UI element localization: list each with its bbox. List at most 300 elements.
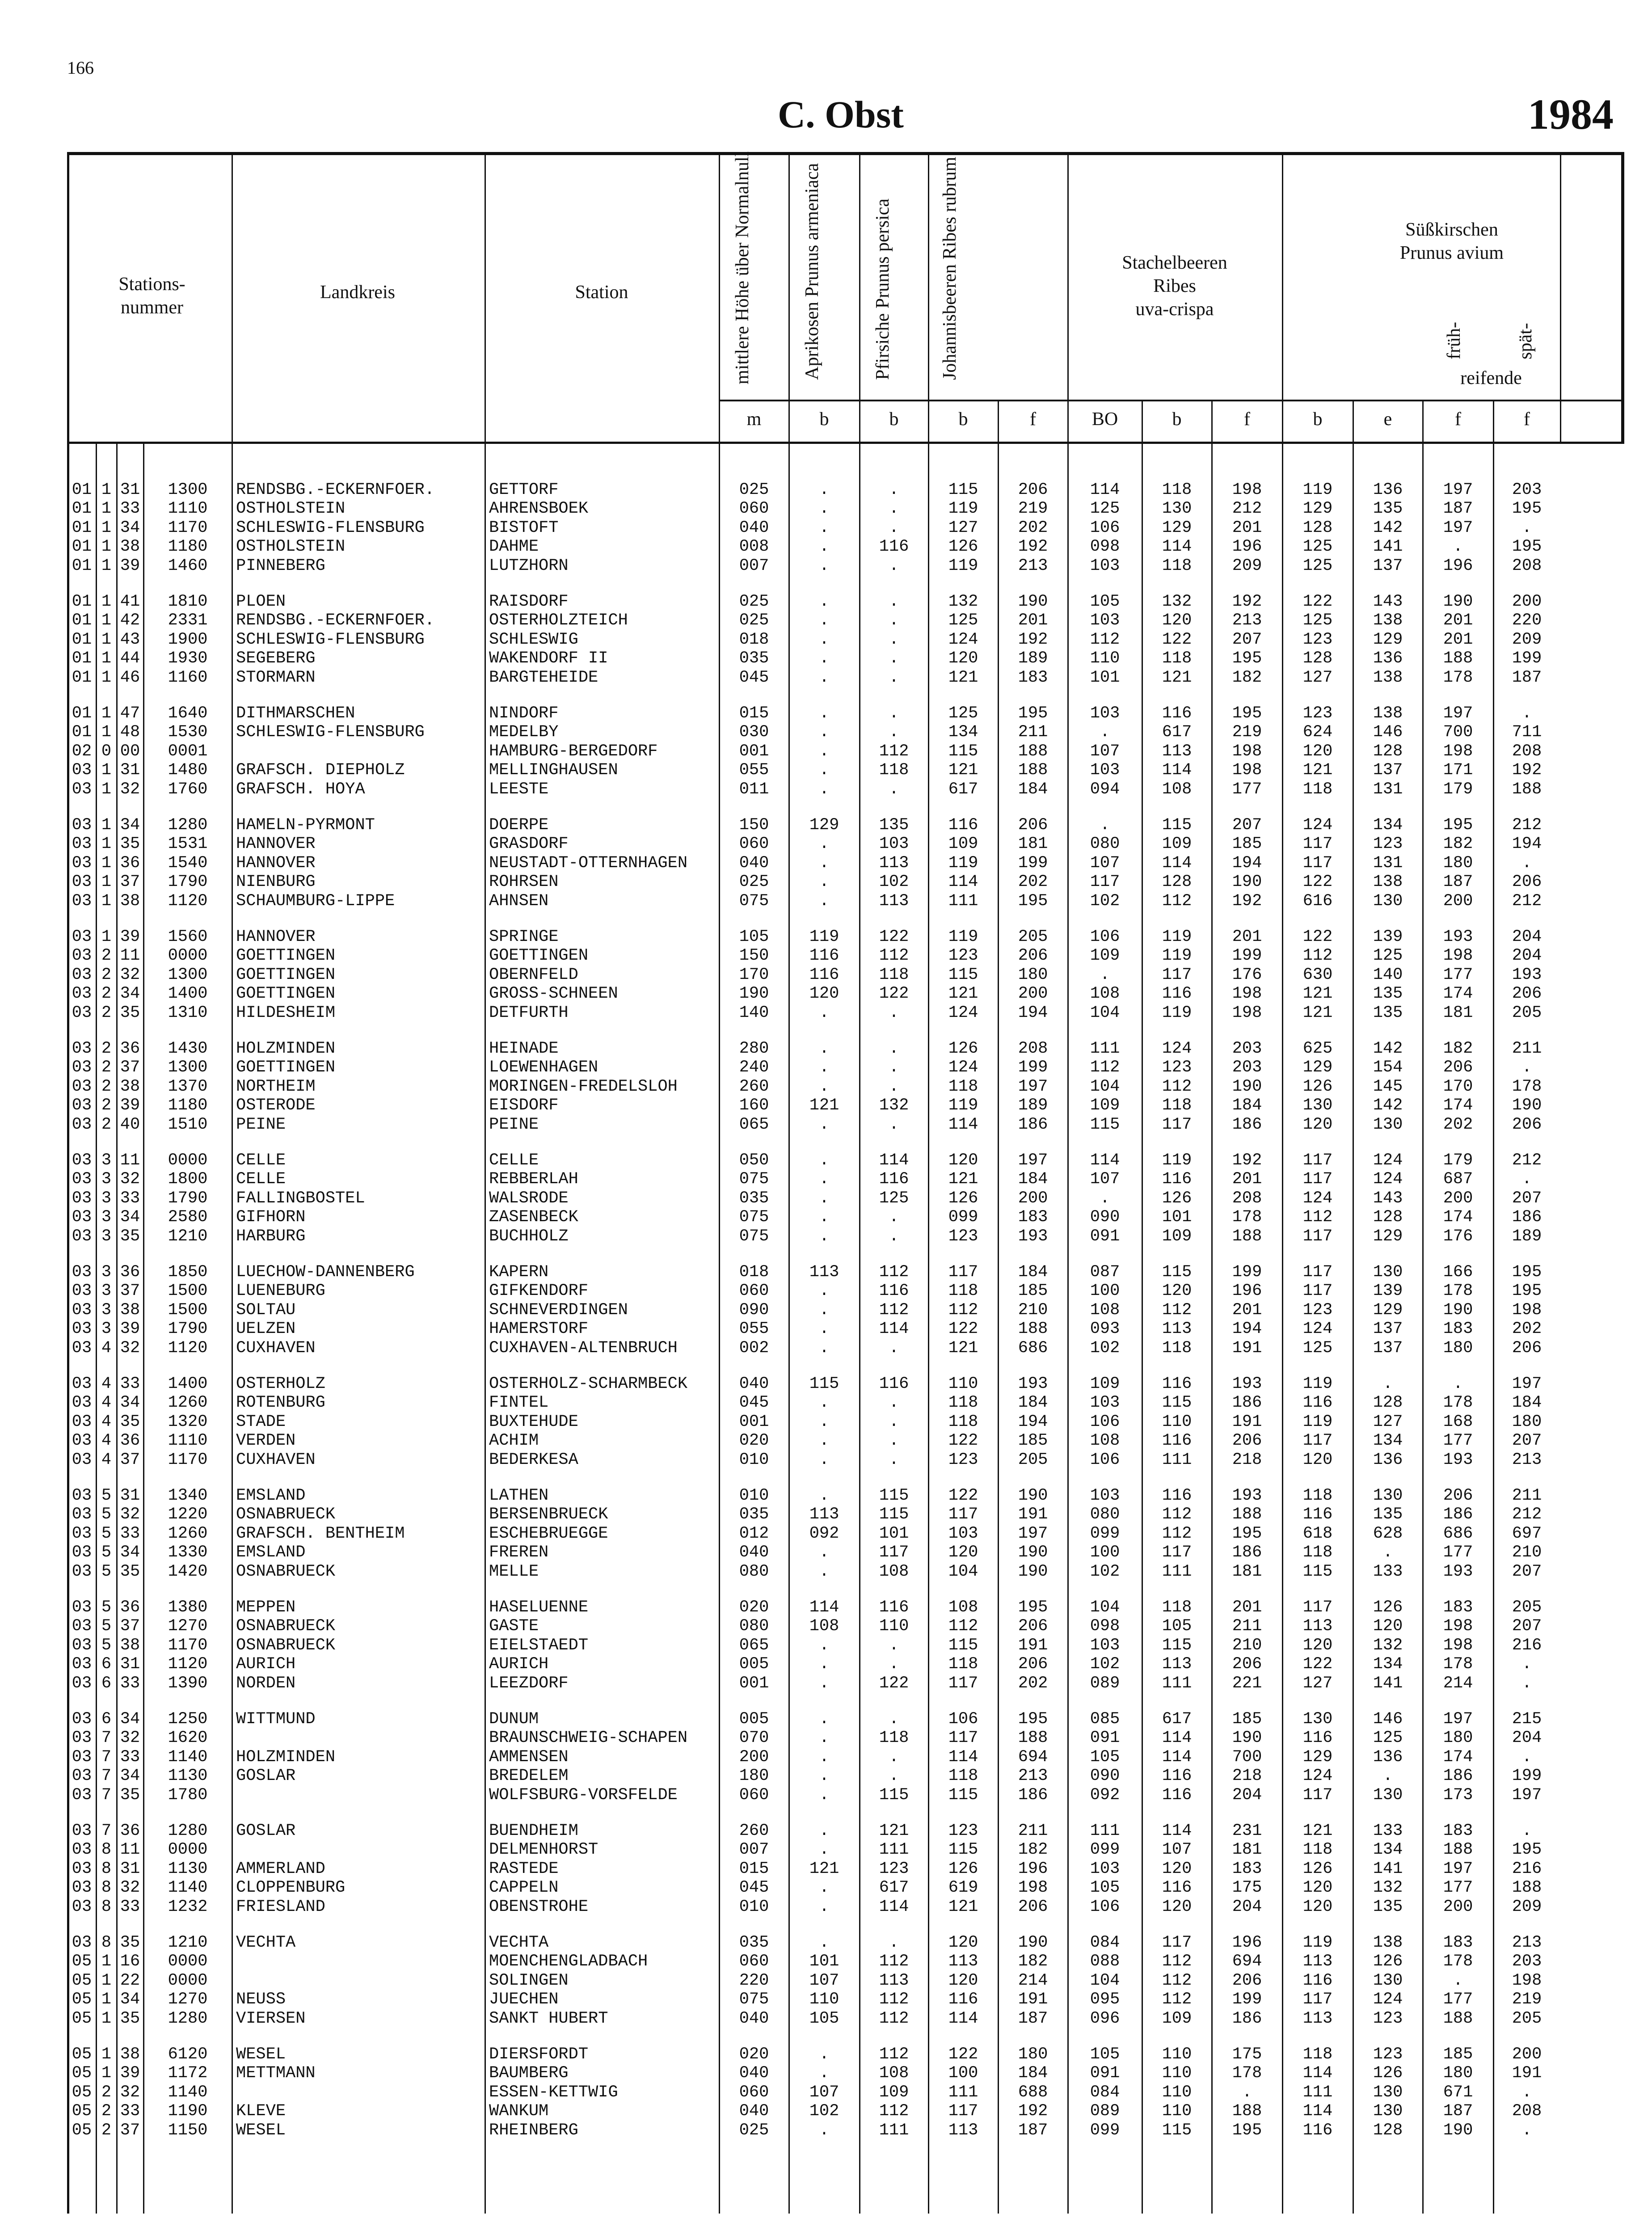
cell-nr: 1260 — [168, 1524, 208, 1543]
cell-hoehe: 060 — [739, 1282, 769, 1301]
cell-nr: 1500 — [168, 1282, 208, 1301]
cell-kirschen-spaet-f: 197 — [1512, 1785, 1542, 1805]
cell-kirschen-frueh-f: 193 — [1443, 1562, 1473, 1581]
cell-nr: 1120 — [168, 891, 208, 911]
cell-stachel-f: 192 — [1232, 891, 1262, 911]
cell-nr: 1560 — [168, 928, 208, 946]
cell-aprikosen: . — [819, 2064, 830, 2083]
cell-kreis: 31 — [120, 761, 140, 780]
cell-aprikosen: . — [819, 481, 830, 499]
cell-aprikosen: . — [819, 1785, 830, 1805]
cell-johannis-f: 205 — [1018, 928, 1048, 946]
cell-aprikosen: 105 — [809, 2009, 839, 2028]
cell-johannis-b: 118 — [948, 1282, 978, 1301]
cell-kirschen-e: 142 — [1373, 518, 1403, 537]
cell-kirschen-frueh-f: 174 — [1443, 1747, 1473, 1767]
cell-kirschen-spaet-f: . — [1521, 1674, 1532, 1693]
cell-stachel-bo: 106 — [1090, 1897, 1120, 1916]
cell-hoehe: 040 — [739, 2102, 769, 2121]
cell-aprikosen: . — [819, 1710, 830, 1729]
cell-land: 01 — [72, 518, 92, 537]
cell-kirschen-frueh-f: 187 — [1443, 873, 1473, 892]
header-hoehe: mittlere Höhe über Normalnull — [732, 151, 753, 384]
cell-kirschen-e: 128 — [1373, 1208, 1403, 1227]
cell-hoehe: 190 — [739, 984, 769, 1004]
cell-johannis-b: 120 — [948, 1971, 978, 1990]
cell-nr: 0000 — [168, 1952, 208, 1971]
cell-station: BAUMBERG — [489, 2064, 569, 2083]
cell-land: 03 — [72, 1655, 92, 1674]
cell-johannis-f: 206 — [1018, 481, 1048, 499]
cell-kirschen-b: 128 — [1302, 518, 1333, 537]
cell-land: 03 — [72, 1375, 92, 1393]
cell-kirschen-e: 134 — [1373, 1840, 1403, 1860]
cell-pfirsiche: 103 — [879, 835, 909, 854]
cell-kirschen-e: 130 — [1373, 891, 1403, 911]
cell-kreis: 38 — [120, 1077, 140, 1096]
cell-kirschen-frueh-f: 174 — [1443, 1208, 1473, 1227]
cell-aprikosen: . — [819, 1543, 830, 1562]
cell-hoehe: 002 — [739, 1338, 769, 1358]
cell-kreis: 34 — [120, 1710, 140, 1729]
cell-nr: 1531 — [168, 835, 208, 854]
cell-stachel-f: 212 — [1232, 499, 1262, 519]
cell-aprikosen: . — [819, 1933, 830, 1952]
cell-kirschen-spaet-f: 203 — [1512, 1952, 1542, 1971]
cell-landkreis: LUECHOW-DANNENBERG — [236, 1263, 415, 1282]
cell-hoehe: 020 — [739, 1598, 769, 1617]
cell-stachel-f: 190 — [1232, 873, 1262, 892]
cell-kirschen-e: 141 — [1373, 1674, 1403, 1693]
cell-kirschen-spaet-f: 206 — [1512, 873, 1542, 892]
cell-stachel-bo: 103 — [1090, 761, 1120, 780]
cell-stachel-f: 201 — [1232, 1300, 1262, 1320]
cell-stachel-f: 210 — [1232, 1636, 1262, 1655]
cell-nr: 1380 — [168, 1598, 208, 1617]
cell-land: 03 — [72, 1562, 92, 1581]
cell-land: 03 — [72, 1096, 92, 1115]
table-row — [67, 1674, 1624, 1693]
cell-aprikosen: 116 — [809, 965, 839, 984]
cell-station: BISTOFT — [489, 518, 559, 537]
cell-land: 05 — [72, 2045, 92, 2064]
cell-kirschen-b: 618 — [1302, 1524, 1333, 1543]
cell-johannis-b: 113 — [948, 1952, 978, 1971]
cell-kirschen-b: 120 — [1302, 1897, 1333, 1916]
cell-stachel-f: 196 — [1232, 1282, 1262, 1301]
cell-kirschen-spaet-f: 194 — [1512, 835, 1542, 854]
cell-land: 03 — [72, 1320, 92, 1339]
cell-hoehe: 105 — [739, 928, 769, 946]
cell-nr: 1120 — [168, 1655, 208, 1674]
cell-kreis: 37 — [120, 2121, 140, 2140]
cell-pfirsiche: 114 — [879, 1897, 909, 1916]
table-row — [67, 816, 1624, 835]
cell-nr: 1930 — [168, 649, 208, 668]
cell-nr: 1160 — [168, 668, 208, 687]
cell-stachel-bo: 091 — [1090, 1729, 1120, 1748]
cell-kirschen-e: 135 — [1373, 1505, 1403, 1524]
cell-landkreis: GOETTINGEN — [236, 984, 336, 1004]
cell-kreis: 36 — [120, 1822, 140, 1840]
cell-stachel-b: 117 — [1162, 1933, 1192, 1952]
cell-stachel-b: 120 — [1162, 1859, 1192, 1878]
cell-kirschen-frueh-f: 183 — [1443, 1933, 1473, 1952]
cell-hoehe: 040 — [739, 2064, 769, 2083]
cell-kirschen-spaet-f: 206 — [1512, 1115, 1542, 1134]
cell-johannis-b: 111 — [948, 2083, 978, 2102]
cell-johannis-b: 126 — [948, 1039, 978, 1058]
table-row — [67, 1263, 1624, 1282]
cell-aprikosen: . — [819, 1170, 830, 1189]
cell-kreis: 33 — [120, 1524, 140, 1543]
cell-pfirsiche: 116 — [879, 1375, 909, 1393]
cell-hoehe: 260 — [739, 1077, 769, 1096]
cell-kirschen-spaet-f: . — [1521, 704, 1532, 723]
cell-kirschen-frueh-f: 202 — [1443, 1115, 1473, 1134]
cell-nr: 1460 — [168, 556, 208, 575]
cell-hoehe: 075 — [739, 1208, 769, 1227]
cell-stachel-b: 617 — [1162, 1710, 1192, 1729]
cell-bezirk: 5 — [101, 1636, 112, 1655]
cell-kirschen-e: 132 — [1373, 1636, 1403, 1655]
cell-stachel-f: 191 — [1232, 1412, 1262, 1431]
cell-johannis-f: 199 — [1018, 1058, 1048, 1077]
cell-johannis-b: 121 — [948, 1170, 978, 1189]
cell-kirschen-b: 123 — [1302, 630, 1333, 649]
cell-stachel-bo: 080 — [1090, 1505, 1120, 1524]
cell-stachel-bo: 094 — [1090, 780, 1120, 799]
cell-stachel-b: 109 — [1162, 835, 1192, 854]
cell-landkreis: GRAFSCH. DIEPHOLZ — [236, 761, 405, 780]
cell-kirschen-e: 141 — [1373, 1859, 1403, 1878]
cell-kirschen-e: 129 — [1373, 630, 1403, 649]
cell-kirschen-spaet-f: 211 — [1512, 1486, 1542, 1505]
cell-stachel-b: 121 — [1162, 668, 1192, 687]
cell-pfirsiche: 112 — [879, 946, 909, 966]
cell-johannis-f: 190 — [1018, 1486, 1048, 1505]
cell-johannis-f: 206 — [1018, 946, 1048, 966]
table-row — [67, 1393, 1624, 1412]
table-row — [67, 1077, 1624, 1096]
cell-station: CUXHAVEN-ALTENBRUCH — [489, 1338, 678, 1358]
cell-pfirsiche: 102 — [879, 873, 909, 892]
cell-pfirsiche: . — [889, 1003, 899, 1022]
cell-stachel-bo: 125 — [1090, 499, 1120, 519]
cell-kreis: 42 — [120, 611, 140, 630]
cell-pfirsiche: . — [889, 1767, 899, 1786]
cell-bezirk: 1 — [101, 928, 112, 946]
cell-nr: 1110 — [168, 1431, 208, 1451]
cell-kirschen-frueh-f: 178 — [1443, 1952, 1473, 1971]
cell-kirschen-e: 135 — [1373, 1003, 1403, 1022]
cell-kreis: 00 — [120, 742, 140, 761]
cell-station: WAKENDORF II — [489, 649, 608, 668]
cell-aprikosen: . — [819, 1282, 830, 1301]
cell-station: LUTZHORN — [489, 556, 569, 575]
cell-station: PEINE — [489, 1115, 539, 1134]
cell-nr: 1390 — [168, 1674, 208, 1693]
cell-station: HEINADE — [489, 1039, 559, 1058]
cell-kirschen-frueh-f: 214 — [1443, 1674, 1473, 1693]
table-row — [67, 2121, 1624, 2140]
cell-kirschen-spaet-f: 191 — [1512, 2064, 1542, 2083]
cell-aprikosen: . — [819, 1003, 830, 1022]
cell-kirschen-spaet-f: 697 — [1512, 1524, 1542, 1543]
cell-kirschen-spaet-f: . — [1521, 1058, 1532, 1077]
cell-hoehe: 001 — [739, 1674, 769, 1693]
cell-land: 03 — [72, 1058, 92, 1077]
page-number: 166 — [67, 58, 94, 78]
unit-bo: BO — [1092, 409, 1118, 430]
cell-kirschen-b: 117 — [1302, 1151, 1333, 1170]
cell-stachel-b: 112 — [1162, 1300, 1192, 1320]
cell-hoehe: 080 — [739, 1562, 769, 1581]
cell-land: 01 — [72, 611, 92, 630]
cell-nr: 1232 — [168, 1897, 208, 1916]
cell-pfirsiche: . — [889, 1710, 899, 1729]
cell-kreis: 37 — [120, 1617, 140, 1636]
cell-johannis-f: 211 — [1018, 723, 1048, 742]
cell-kirschen-frueh-f: 178 — [1443, 668, 1473, 687]
table-row — [67, 481, 1624, 499]
cell-landkreis: STORMARN — [236, 668, 316, 687]
cell-kirschen-frueh-f: 188 — [1443, 2009, 1473, 2028]
cell-nr: 1800 — [168, 1170, 208, 1189]
cell-stachel-bo: 098 — [1090, 1617, 1120, 1636]
cell-kirschen-e: 139 — [1373, 1282, 1403, 1301]
cell-johannis-b: 114 — [948, 2009, 978, 2028]
cell-land: 03 — [72, 780, 92, 799]
cell-bezirk: 5 — [101, 1486, 112, 1505]
table-row — [67, 1486, 1624, 1505]
cell-kirschen-spaet-f: 212 — [1512, 1151, 1542, 1170]
cell-landkreis: GOETTINGEN — [236, 1058, 336, 1077]
cell-aprikosen: . — [819, 1115, 830, 1134]
cell-station: JUECHEN — [489, 1990, 559, 2009]
cell-stachel-b: 112 — [1162, 1077, 1192, 1096]
cell-station: EIELSTAEDT — [489, 1636, 589, 1655]
cell-kreis: 35 — [120, 1562, 140, 1581]
cell-nr: 1140 — [168, 1747, 208, 1767]
cell-kreis: 37 — [120, 873, 140, 892]
cell-stachel-f: 206 — [1232, 1971, 1262, 1990]
cell-johannis-f: 686 — [1018, 1338, 1048, 1358]
cell-stachel-b: 107 — [1162, 1840, 1192, 1860]
cell-hoehe: 025 — [739, 611, 769, 630]
cell-kirschen-frueh-f: 200 — [1443, 891, 1473, 911]
cell-stachel-b: 119 — [1162, 946, 1192, 966]
cell-nr: 2580 — [168, 1208, 208, 1227]
cell-kreis: 39 — [120, 928, 140, 946]
cell-land: 03 — [72, 946, 92, 966]
cell-nr: 1310 — [168, 1003, 208, 1022]
cell-stachel-f: 195 — [1232, 1524, 1262, 1543]
cell-kirschen-frueh-f: 170 — [1443, 1077, 1473, 1096]
cell-kirschen-b: 625 — [1302, 1039, 1333, 1058]
cell-station: AURICH — [489, 1655, 549, 1674]
cell-kirschen-e: 130 — [1373, 1785, 1403, 1805]
cell-kirschen-b: 117 — [1302, 1785, 1333, 1805]
cell-stachel-b: 123 — [1162, 1058, 1192, 1077]
cell-kirschen-spaet-f: 207 — [1512, 1189, 1542, 1208]
cell-hoehe: 140 — [739, 1003, 769, 1022]
cell-station: DIERSFORDT — [489, 2045, 589, 2064]
cell-stachel-b: 118 — [1162, 1338, 1192, 1358]
cell-johannis-f: 189 — [1018, 1096, 1048, 1115]
cell-aprikosen: 116 — [809, 946, 839, 966]
cell-station: OBERNFELD — [489, 965, 578, 984]
cell-land: 03 — [72, 1227, 92, 1246]
cell-stachel-f: 195 — [1232, 2121, 1262, 2140]
cell-johannis-f: 200 — [1018, 984, 1048, 1004]
cell-pfirsiche: . — [889, 1058, 899, 1077]
cell-bezirk: 1 — [101, 649, 112, 668]
cell-aprikosen: 101 — [809, 1952, 839, 1971]
cell-kirschen-frueh-f: 181 — [1443, 1003, 1473, 1022]
cell-land: 03 — [72, 1151, 92, 1170]
cell-kirschen-frueh-f: 193 — [1443, 928, 1473, 946]
unit-f: f — [1030, 409, 1036, 430]
cell-johannis-b: 121 — [948, 984, 978, 1004]
cell-hoehe: 240 — [739, 1058, 769, 1077]
cell-kirschen-frueh-f: 177 — [1443, 1543, 1473, 1562]
cell-stachel-f: 177 — [1232, 780, 1262, 799]
cell-kirschen-e: 146 — [1373, 1710, 1403, 1729]
cell-station: OBENSTROHE — [489, 1897, 589, 1916]
cell-landkreis: OSNABRUECK — [236, 1505, 336, 1524]
cell-aprikosen: 113 — [809, 1505, 839, 1524]
cell-stachel-bo: 090 — [1090, 1767, 1120, 1786]
cell-kirschen-spaet-f: 204 — [1512, 1729, 1542, 1748]
cell-johannis-b: 119 — [948, 928, 978, 946]
cell-kirschen-e: 138 — [1373, 668, 1403, 687]
cell-johannis-b: 121 — [948, 1338, 978, 1358]
cell-bezirk: 3 — [101, 1282, 112, 1301]
cell-kreis: 35 — [120, 2009, 140, 2028]
cell-stachel-bo: 103 — [1090, 1486, 1120, 1505]
cell-land: 01 — [72, 556, 92, 575]
cell-johannis-b: 120 — [948, 1933, 978, 1952]
cell-landkreis: NIENBURG — [236, 873, 316, 892]
cell-bezirk: 2 — [101, 1039, 112, 1058]
cell-stachel-b: 110 — [1162, 2064, 1192, 2083]
cell-stachel-bo: 100 — [1090, 1282, 1120, 1301]
cell-stachel-f: 201 — [1232, 1170, 1262, 1189]
table-row — [67, 1655, 1624, 1674]
cell-pfirsiche: 112 — [879, 1263, 909, 1282]
cell-kirschen-spaet-f: . — [1521, 1747, 1532, 1767]
cell-aprikosen: . — [819, 2045, 830, 2064]
cell-aprikosen: . — [819, 1878, 830, 1898]
cell-stachel-f: 207 — [1232, 630, 1262, 649]
cell-bezirk: 1 — [101, 630, 112, 649]
cell-hoehe: 060 — [739, 2083, 769, 2102]
cell-kreis: 33 — [120, 1375, 140, 1393]
cell-station: DETFURTH — [489, 1003, 569, 1022]
cell-kirschen-frueh-f: . — [1453, 1971, 1463, 1990]
cell-kreis: 36 — [120, 1431, 140, 1451]
cell-bezirk: 2 — [101, 1096, 112, 1115]
cell-stachel-bo: 107 — [1090, 853, 1120, 873]
cell-pfirsiche: . — [889, 1636, 899, 1655]
cell-johannis-f: 219 — [1018, 499, 1048, 519]
cell-station: GRASDORF — [489, 835, 569, 854]
cell-johannis-b: 116 — [948, 1990, 978, 2009]
cell-nr: 1760 — [168, 780, 208, 799]
cell-johannis-f: 187 — [1018, 2009, 1048, 2028]
cell-johannis-f: 190 — [1018, 592, 1048, 611]
cell-bezirk: 2 — [101, 2083, 112, 2102]
cell-kirschen-b: 120 — [1302, 1636, 1333, 1655]
cell-hoehe: 025 — [739, 873, 769, 892]
cell-bezirk: 1 — [101, 816, 112, 835]
cell-landkreis: MEPPEN — [236, 1598, 296, 1617]
cell-kirschen-e: 129 — [1373, 1300, 1403, 1320]
cell-kirschen-spaet-f: 216 — [1512, 1636, 1542, 1655]
cell-kirschen-spaet-f: 220 — [1512, 611, 1542, 630]
cell-nr: 1180 — [168, 1096, 208, 1115]
cell-pfirsiche: 113 — [879, 891, 909, 911]
cell-kirschen-frueh-f: 671 — [1443, 2083, 1473, 2102]
cell-stachel-bo: 117 — [1090, 873, 1120, 892]
cell-johannis-f: 191 — [1018, 1990, 1048, 2009]
cell-pfirsiche: 112 — [879, 1300, 909, 1320]
cell-kirschen-spaet-f: . — [1521, 1822, 1532, 1840]
cell-kirschen-e: 126 — [1373, 1598, 1403, 1617]
cell-johannis-b: 124 — [948, 1058, 978, 1077]
cell-nr: 1420 — [168, 1562, 208, 1581]
cell-station: HASELUENNE — [489, 1598, 589, 1617]
cell-stachel-b: 112 — [1162, 1505, 1192, 1524]
table-row — [67, 1748, 1624, 1767]
cell-bezirk: 1 — [101, 518, 112, 537]
cell-nr: 0001 — [168, 742, 208, 761]
cell-kreis: 32 — [120, 780, 140, 799]
table-row — [67, 1431, 1624, 1450]
cell-pfirsiche: 108 — [879, 1562, 909, 1581]
cell-johannis-f: 202 — [1018, 1674, 1048, 1693]
cell-aprikosen: . — [819, 1562, 830, 1581]
cell-johannis-b: 120 — [948, 1543, 978, 1562]
cell-nr: 1260 — [168, 1393, 208, 1413]
cell-landkreis: LUENEBURG — [236, 1282, 325, 1301]
cell-johannis-f: 198 — [1018, 1878, 1048, 1898]
cell-kirschen-spaet-f: 178 — [1512, 1077, 1542, 1096]
cell-nr: 1400 — [168, 984, 208, 1004]
cell-pfirsiche: 116 — [879, 1170, 909, 1189]
cell-station: CELLE — [489, 1151, 539, 1170]
cell-bezirk: 2 — [101, 1058, 112, 1077]
cell-stachel-b: 109 — [1162, 2009, 1192, 2028]
cell-kirschen-e: 136 — [1373, 481, 1403, 499]
cell-nr: 1172 — [168, 2064, 208, 2083]
table-row — [67, 1413, 1624, 1431]
table-row — [67, 1543, 1624, 1562]
cell-kirschen-frueh-f: 195 — [1443, 816, 1473, 835]
cell-nr: 1250 — [168, 1710, 208, 1729]
cell-kreis: 34 — [120, 1767, 140, 1786]
cell-land: 03 — [72, 1338, 92, 1358]
cell-bezirk: 1 — [101, 2045, 112, 2064]
cell-johannis-b: 126 — [948, 1859, 978, 1878]
cell-stachel-b: 115 — [1162, 1263, 1192, 1282]
cell-kirschen-spaet-f: 206 — [1512, 1338, 1542, 1358]
cell-johannis-b: 119 — [948, 1096, 978, 1115]
cell-kirschen-frueh-f: 183 — [1443, 1598, 1473, 1617]
cell-kirschen-e: 154 — [1373, 1058, 1403, 1077]
cell-kirschen-frueh-f: 168 — [1443, 1412, 1473, 1431]
